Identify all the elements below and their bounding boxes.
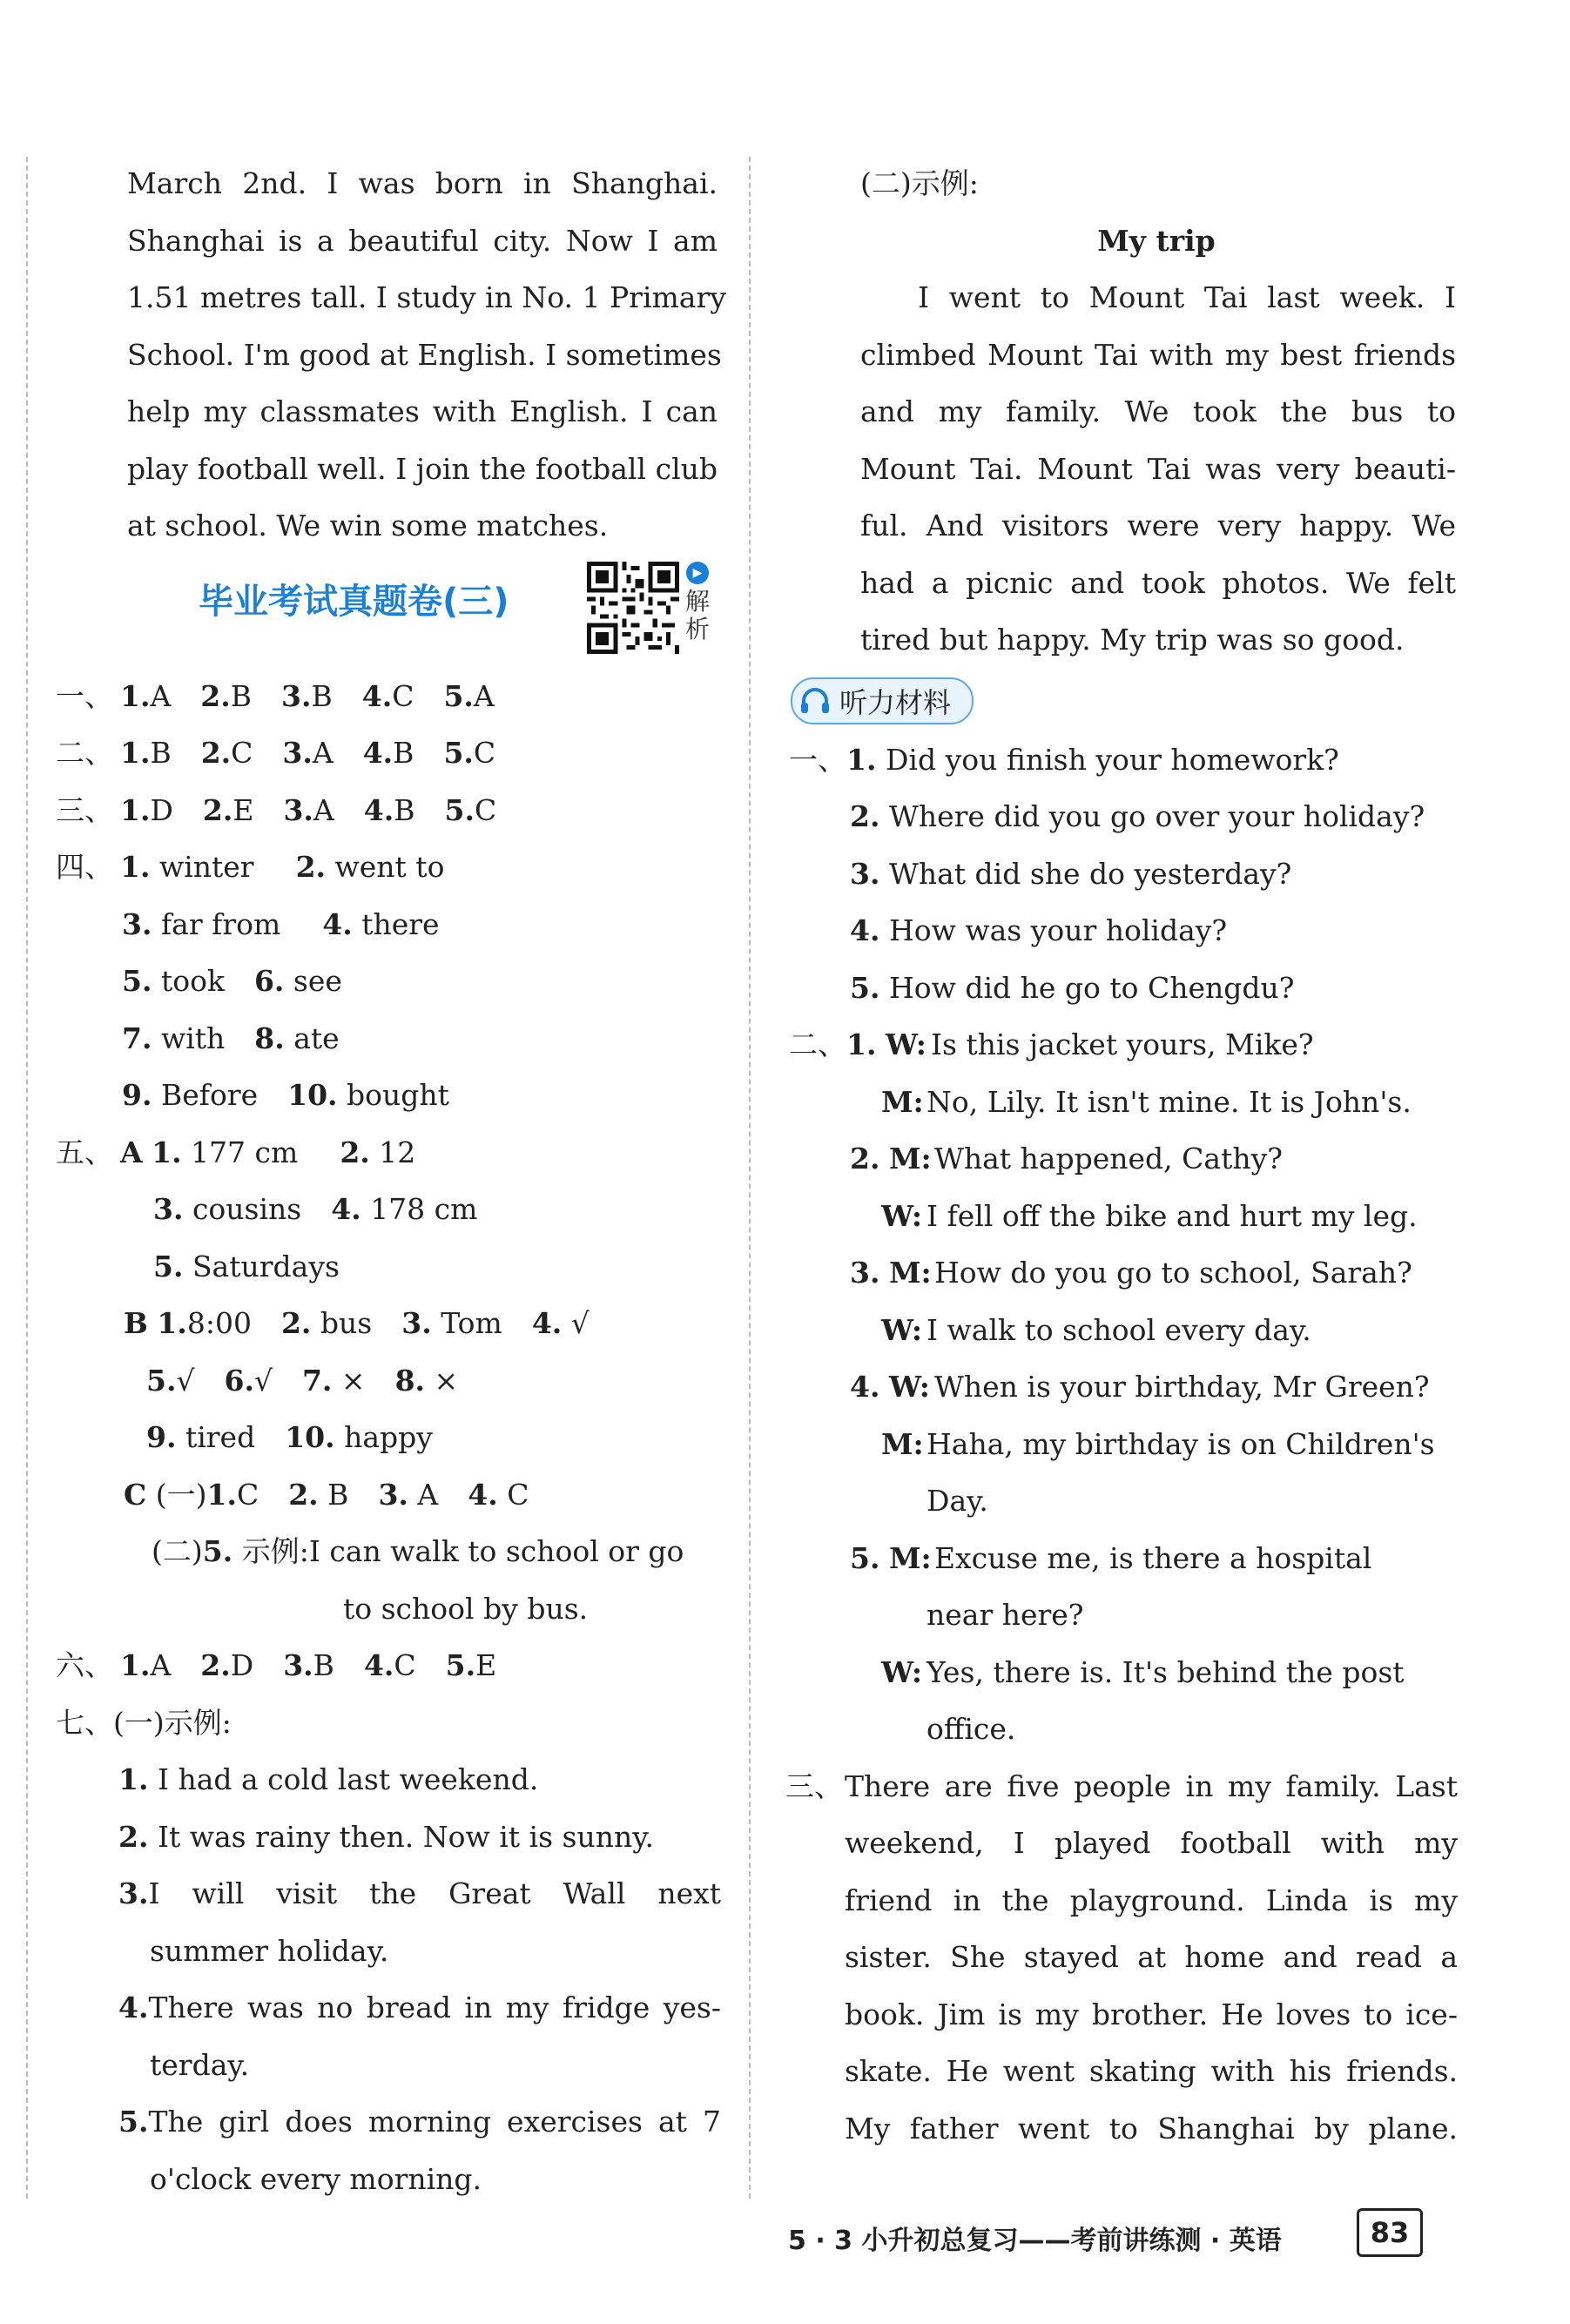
- answer-row-1: 一、 1.A 2.B 3.B 4.C 5.A: [56, 678, 495, 713]
- section-7-items: 1. I had a cold last weekend. 2. It was rainy then. Now it is sunny. 3.I will visit the Great Wall next summer holiday. 4.There was no bread in my fridge yes- terday. 5.The girl does morning exercises at 7 o'clock every morning.: [118, 1762, 721, 2196]
- essay-body: I went to Mount Tai last week. I climbed Mount Tai with my best friends and my family. We took the bus to Mount Tai. Mount Tai was very beauti- ful. And visitors were very happy. We had a picnic and took photos. We felt tired but happy. My trip was so good.: [860, 280, 1456, 657]
- left-margin-line: [26, 157, 28, 2199]
- analysis-label[interactable]: ▶ 解析: [683, 562, 712, 643]
- essay-title: My trip: [1097, 223, 1216, 258]
- answer-row-5a2: 3. cousins 4. 178 cm: [153, 1192, 478, 1226]
- answer-row-4b: 3. far from 4. there: [122, 906, 440, 941]
- qr-code-icon[interactable]: [587, 562, 679, 654]
- listening-tag: 听力材料: [791, 677, 974, 724]
- left-column: [56, 155, 726, 2207]
- page-number: 83: [1357, 2208, 1423, 2257]
- answer-row-4a: 四、 1. winter 2. went to: [56, 850, 445, 884]
- answer-row-5c2: (二)5. 示例:I can walk to school or go: [152, 1534, 684, 1568]
- answer-row-6: 六、 1.A 2.D 3.B 4.C 5.E: [56, 1648, 497, 1682]
- listening-part-1: 一、1. Did you finish your homework? 2. Where did you go over your holiday? 3. What did she do yesterday? 4. How was your holiday? 5. How did he go to Chengdu?: [789, 742, 1425, 1005]
- answer-row-3: 三、 1.D 2.E 3.A 4.B 5.C: [56, 792, 497, 827]
- section-banner: [59, 555, 721, 668]
- answer-row-4e: 9. Before 10. bought: [122, 1078, 449, 1112]
- answer-row-5a3: 5. Saturdays: [153, 1249, 340, 1283]
- listening-part-2: 二、1. W: Is this jacket yours, Mike? M:No, Lily. It isn't mine. It is John's. 2. M:What happened, Cathy? W: I fell off the bike and hurt my leg. 3. M:How do you go to school, Sarah? W: I walk to school every day. 4. W: When is your birthday, Mr Green? M:Haha, my birthday is on Children's Day. 5. M:Excuse me, is there a hospital near here? W: Yes, there is. It's behind the post office.: [789, 1027, 1435, 1746]
- play-icon: ▶: [686, 562, 709, 584]
- right-column: [785, 155, 1458, 2157]
- answer-row-7: 七、(一)示例:: [56, 1705, 232, 1740]
- answer-row-5b: B 1.8:00 2. bus 3. Tom 4. √: [124, 1306, 590, 1340]
- answer-row-4c: 5. took 6. see: [122, 964, 342, 998]
- essay-label: (二)示例:: [860, 166, 979, 200]
- banner-title: 毕业考试真题卷(三): [199, 581, 509, 622]
- answer-row-5c3: to school by bus.: [343, 1591, 589, 1626]
- intro-paragraph: March 2nd. I was born in Shanghai. Shanghai is a beautiful city. Now I am 1.51 metres tall. I study in No. 1 Primary School. I'm good at English. I sometimes help my classmates with English. I can play football well. I join the football club at school. We win some matches.: [127, 166, 726, 542]
- answer-row-4d: 7. with 8. ate: [122, 1021, 340, 1055]
- answer-row-2: 二、 1.B 2.C 3.A 4.B 5.C: [56, 736, 496, 770]
- answer-row-5b2: 5.√ 6.√ 7. × 8. ×: [146, 1363, 459, 1398]
- center-divider: [749, 157, 751, 2199]
- answer-row-5b3: 9. tired 10. happy: [146, 1420, 433, 1454]
- answer-row-5a: 五、 A 1. 177 cm 2. 12: [56, 1135, 416, 1169]
- footer-title: 5 · 3 小升初总复习——考前讲练测 · 英语: [788, 2226, 1282, 2256]
- listening-part-3: 三、 There are five people in my family. Last weekend, I played football with my friend in the playground. Linda is my sister. She stayed at home and read a book. Jim is my brother. He loves to ice- skate. He went skating with his friends. My father went to Shanghai by plane.: [785, 1768, 1458, 2145]
- headphones-icon: [799, 687, 831, 715]
- answer-row-5c: C (一)1.C 2. B 3. A 4. C: [124, 1477, 529, 1512]
